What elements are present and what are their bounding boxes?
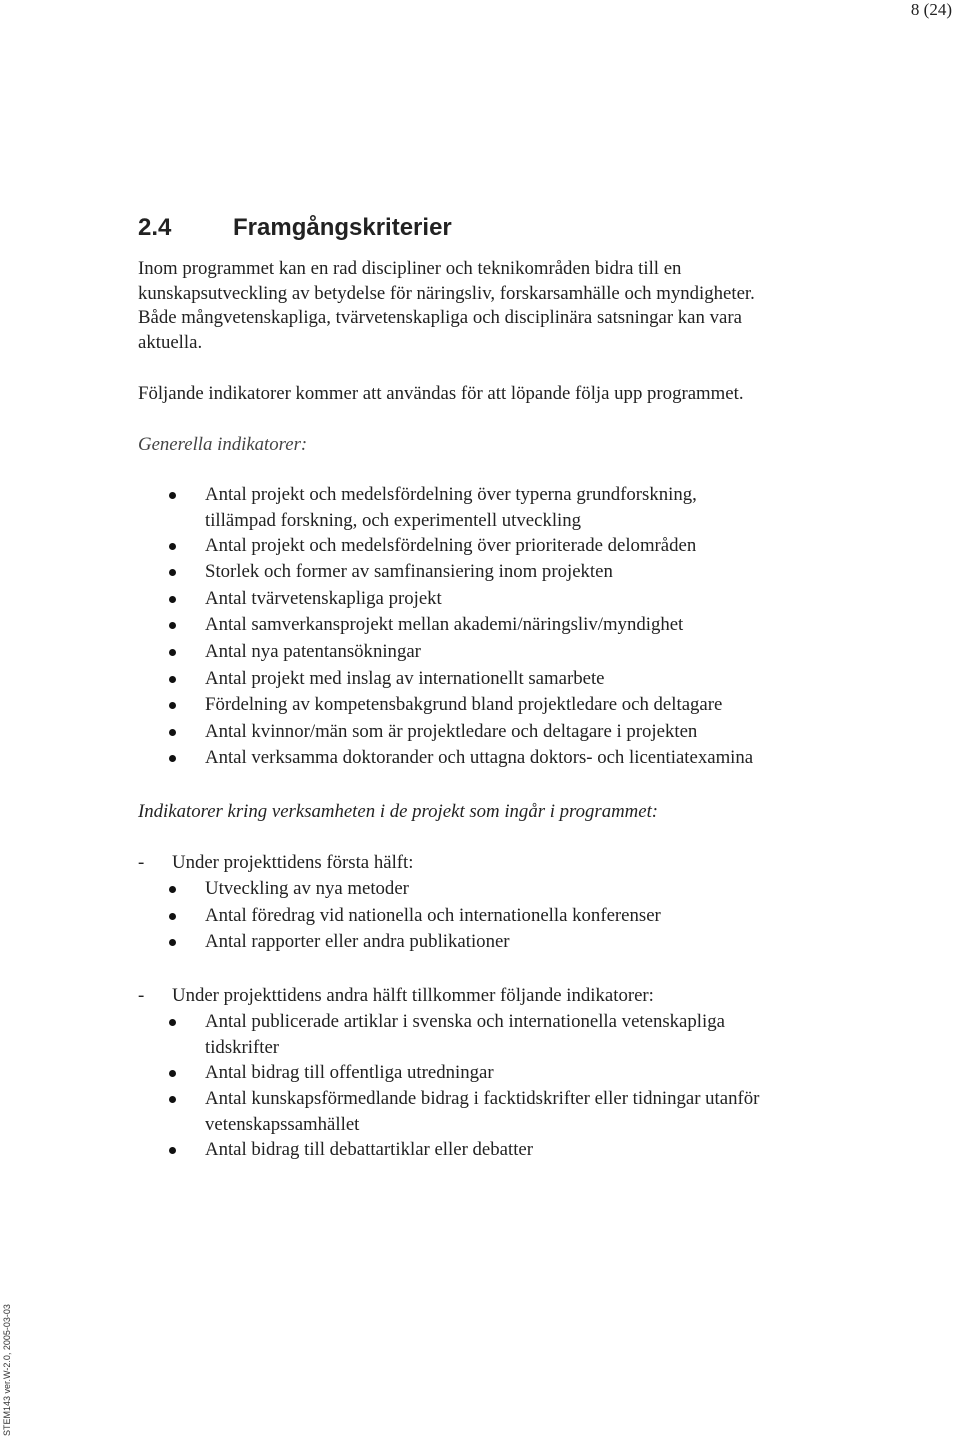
intro-line-3: Både mångvetenskapliga, tvärvetenskapliga och disciplinära satsningar kan vara xyxy=(138,307,742,328)
list-item xyxy=(138,666,753,693)
list-item-text: Antal rapporter eller andra publikationer xyxy=(205,931,510,953)
section-number: 2.4 xyxy=(138,214,172,241)
dash-marker: - xyxy=(138,852,145,873)
first-half-list xyxy=(138,876,661,956)
list-item xyxy=(138,903,661,930)
bullet-icon xyxy=(169,596,176,603)
bullet-icon xyxy=(169,913,176,920)
second-half-list xyxy=(138,1009,759,1163)
bullet-icon xyxy=(169,569,176,576)
list-item xyxy=(138,929,661,956)
project-indicators-title: Indikatorer kring verksamheten i de projekt som ingår i programmet: xyxy=(138,801,659,822)
list-item xyxy=(138,482,753,533)
list-item-text: Antal nya patentansökningar xyxy=(205,640,421,662)
intro-line-1: Inom programmet kan en rad discipliner och teknikområden bidra till en xyxy=(138,258,682,279)
bullet-icon xyxy=(169,676,176,683)
bullet-icon xyxy=(169,492,176,499)
list-item xyxy=(138,1009,759,1060)
first-half-label: Under projekttidens första hälft: xyxy=(172,852,414,873)
list-item-text: Antal kunskapsförmedlande bidrag i facktidskrifter eller tidningar utanför xyxy=(205,1088,760,1110)
intro-line-2: kunskapsutveckling av betydelse för näringsliv, forskarsamhälle och myndigheter. xyxy=(138,283,755,304)
dash-marker: - xyxy=(138,985,145,1006)
list-item-text: Antal verksamma doktorander och uttagna doktors- och licentiatexamina xyxy=(205,747,754,769)
list-item-text: Antal kvinnor/män som är projektledare och deltagare i projekten xyxy=(205,720,698,742)
list-item xyxy=(138,1137,759,1164)
list-item xyxy=(138,533,753,560)
bullet-icon xyxy=(169,543,176,550)
list-item xyxy=(138,639,753,666)
list-item xyxy=(138,876,661,903)
bullet-icon xyxy=(169,622,176,629)
bullet-icon xyxy=(169,702,176,709)
list-item xyxy=(138,1060,759,1087)
list-item-text: Antal publicerade artiklar i svenska och internationella vetenskapliga xyxy=(205,1011,725,1032)
bullet-icon xyxy=(169,886,176,893)
second-half-label: Under projekttidens andra hälft tillkommer följande indikatorer: xyxy=(172,985,654,1006)
second-half-heading xyxy=(138,983,654,1008)
list-item-text: Antal bidrag till offentliga utredningar xyxy=(205,1061,494,1083)
list-item-text: Utveckling av nya metoder xyxy=(205,878,409,899)
list-item-text: Antal föredrag vid nationella och internationella konferenser xyxy=(205,904,661,926)
document-code: STEM143 ver.W-2.0, 2005-03-03 xyxy=(2,1304,12,1436)
bullet-icon xyxy=(169,1096,176,1103)
section-heading xyxy=(138,210,452,246)
list-item-text: Antal bidrag till debattartiklar eller debatter xyxy=(205,1138,534,1160)
list-item xyxy=(138,692,753,719)
first-half-heading xyxy=(138,850,413,875)
list-item-text: Fördelning av kompetensbakgrund bland projektledare och deltagare xyxy=(205,694,723,716)
list-item xyxy=(138,719,753,746)
bullet-icon xyxy=(169,1019,176,1026)
followup-text: Följande indikatorer kommer att användas för att löpande följa upp programmet. xyxy=(138,383,744,404)
bullet-icon xyxy=(169,649,176,656)
list-item xyxy=(138,559,753,586)
section-title: Framgångskriterier xyxy=(233,214,452,241)
bullet-icon xyxy=(169,755,176,762)
bullet-icon xyxy=(169,1147,176,1154)
list-item-text-continued: tillämpad forskning, och experimentell utveckling xyxy=(205,509,582,531)
list-item-text: Antal projekt och medelsfördelning över typerna grundforskning, xyxy=(205,484,697,505)
page-number: 8 (24) xyxy=(910,0,952,19)
bullet-icon xyxy=(169,729,176,736)
intro-line-4: aktuella. xyxy=(138,332,203,353)
general-indicators-list xyxy=(138,482,753,772)
list-item-text-continued: tidskrifter xyxy=(205,1036,280,1058)
bullet-icon xyxy=(169,939,176,946)
list-item xyxy=(138,1086,759,1137)
list-item-text: Storlek och former av samfinansiering inom projekten xyxy=(205,561,613,583)
list-item xyxy=(138,586,753,613)
list-item-text: Antal tvärvetenskapliga projekt xyxy=(205,587,442,609)
list-item xyxy=(138,745,753,772)
list-item-text: Antal projekt och medelsfördelning över prioriterade delområden xyxy=(205,534,697,556)
general-indicators-title: Generella indikatorer: xyxy=(138,434,308,455)
list-item-text-continued: vetenskapssamhället xyxy=(205,1113,360,1135)
bullet-icon xyxy=(169,1070,176,1077)
list-item xyxy=(138,612,753,639)
list-item-text: Antal projekt med inslag av internationellt samarbete xyxy=(205,667,605,689)
list-item-text: Antal samverkansprojekt mellan akademi/näringsliv/myndighet xyxy=(205,614,684,636)
